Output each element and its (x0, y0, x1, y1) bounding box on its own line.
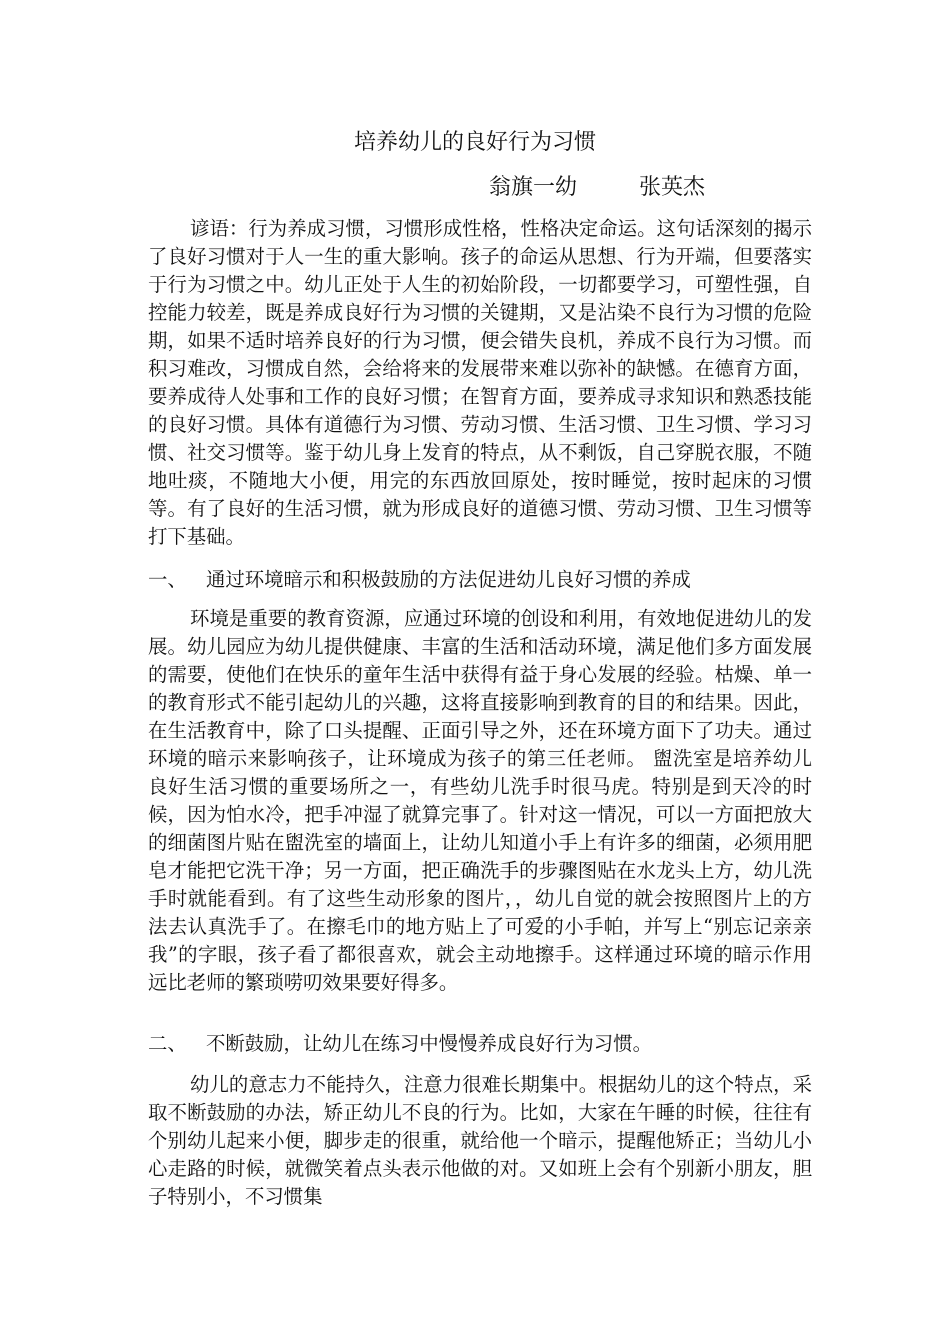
school-name: 翁旗一幼 (489, 175, 578, 200)
section-heading-1 (148, 566, 828, 594)
section-heading-2 (148, 1030, 828, 1058)
document-title: 培养幼儿的良好行为习惯 (353, 130, 596, 155)
byline (489, 173, 705, 203)
author-name: 张英杰 (639, 175, 706, 200)
section-number: 二、 (148, 1032, 187, 1055)
intro-paragraph: 谚语：行为养成习惯，习惯形成性格，性格决定命运。这句话深刻的揭示了良好习惯对于人一生的重大影响。孩子的命运从思想、行为开端，但要落实于行为习惯之中。幼儿正处于人生的初始阶段，一切都要学习，可塑性强，自控能力较差，既是养成良好行为习惯的关键期，又是沾染不良行为习惯的危险期，如果不适时培养良好的行为习惯，便会错失良机，养成不良行为习惯。而积习难改，习惯成自然，会给将来的发展带来难以弥补的缺憾。在德育方面，要养成待人处事和工作的良好习惯；在智育方面，要养成寻求知识和熟悉技能的良好习惯。具体有道德行为习惯、劳动习惯、生活习惯、卫生习惯、学习习惯、社交习惯等。鉴于幼儿身上发育的特点，从不剩饭，自己穿脱衣服，不随地吐痰，不随地大小便，用完的东西放回原处，按时睡觉，按时起床的习惯等。有了良好的生活习惯，就为形成良好的道德习惯、劳动习惯、卫生习惯等打下基础。 (148, 217, 812, 548)
section-heading-text: 不断鼓励，让幼儿在练习中慢慢养成良好行为习惯。 (206, 1032, 652, 1055)
section-1-paragraph: 环境是重要的教育资源，应通过环境的创设和利用，有效地促进幼儿的发展。幼儿园应为幼儿提供健康、丰富的生活和活动环境，满足他们多方面发展的需要，使他们在快乐的童年生活中获得有益于身心发展的经验。枯燥、单一的教育形式不能引起幼儿的兴趣，这将直接影响到教育的目的和结果。因此，在生活教育中，除了口头提醒、正面引导之外，还在环境方面下了功夫。通过环境的暗示来影响孩子，让环境成为孩子的第三任老师。 盥洗室是培养幼儿良好生活习惯的重要场所之一，有些幼儿洗手时很马虎。特别是到天冷的时候，因为怕水冷，把手冲湿了就算完事了。针对这一情况，可以一方面把放大的细菌图片贴在盥洗室的墙面上，让幼儿知道小手上有许多的细菌，必须用肥皂才能把它洗干净；另一方面，把正确洗手的步骤图贴在水龙头上方，幼儿洗手时就能看到。有了这些生动形象的图片，，幼儿自觉的就会按照图片上的方法去认真洗手了。在擦毛巾的地方贴上了可爱的小手帕，并写上“别忘记亲亲我”的字眼，孩子看了都很喜欢，就会主动地擦手。这样通过环境的暗示作用远比老师的繁琐唠叨效果要好得多。 (148, 607, 812, 994)
section-heading-text: 通过环境暗示和积极鼓励的方法促进幼儿良好习惯的养成 (206, 568, 691, 591)
section-number: 一、 (148, 568, 187, 591)
section-2-paragraph: 幼儿的意志力不能持久，注意力很难长期集中。根据幼儿的这个特点，采取不断鼓励的办法，矫正幼儿不良的行为。比如，大家在午睡的时候，往往有个别幼儿起来小便，脚步走的很重，就给他一个暗示，提醒他矫正；当幼儿小心走路的时候，就微笑着点头表示他做的对。又如班上会有个别新小朋友，胆子特别小，不习惯集 (148, 1073, 812, 1208)
